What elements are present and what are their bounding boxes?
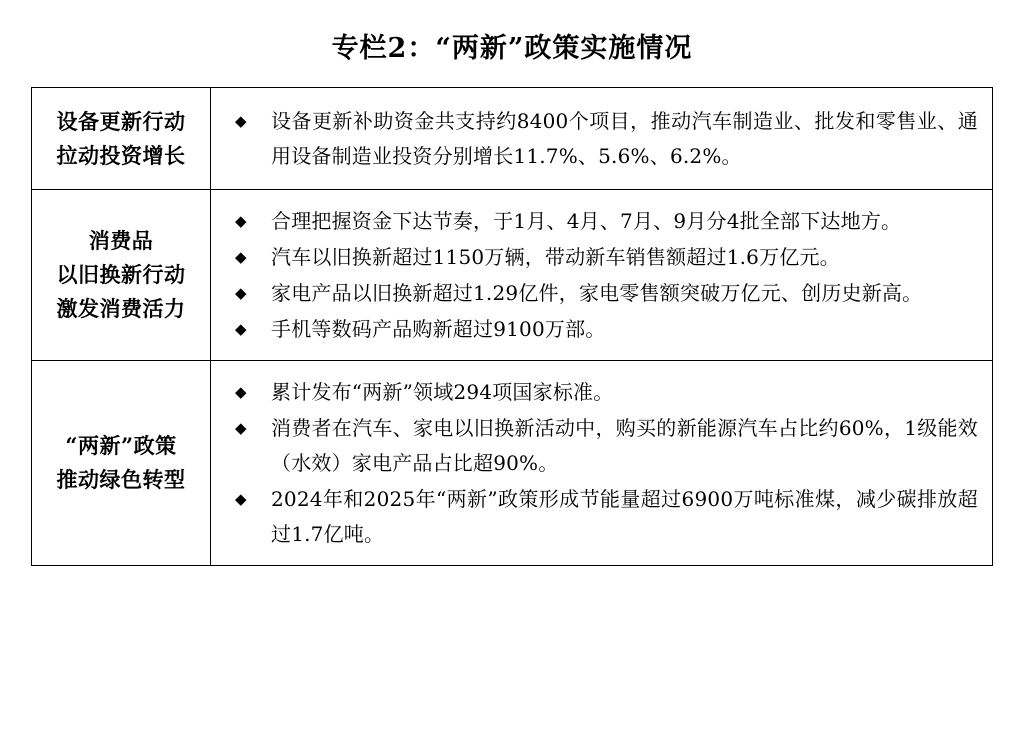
table-row <box>32 361 993 566</box>
policy-table <box>31 87 993 566</box>
list-item <box>217 411 978 481</box>
list-item-text: 累计发布“两新”领域294项国家标准。 <box>271 380 614 404</box>
list-item <box>217 276 978 311</box>
list-item-text: 汽车以旧换新超过1150万辆，带动新车销售额超过1.6万亿元。 <box>271 245 840 269</box>
list-item-text: 2024年和2025年“两新”政策形成节能量超过6900万吨标准煤，减少碳排放超过1.7亿吨。 <box>271 487 978 546</box>
row-label-line: 推动绿色转型 <box>56 467 186 492</box>
row-label-line: “两新”政策 <box>65 433 177 458</box>
list-item-text: 消费者在汽车、家电以旧换新活动中，购买的新能源汽车占比约60%，1级能效（水效）家电产品占比超90%。 <box>271 416 978 475</box>
row-content-cell <box>211 190 993 361</box>
list-item <box>217 482 978 552</box>
table-row <box>32 88 993 190</box>
row-label <box>32 415 210 511</box>
table-row <box>32 190 993 361</box>
bullet-list <box>217 104 978 174</box>
row-label <box>32 91 210 187</box>
diamond-bullet-icon: ◆ <box>235 490 247 508</box>
diamond-bullet-icon: ◆ <box>235 320 247 338</box>
row-label-line: 激发消费活力 <box>56 296 186 321</box>
bullet-list <box>217 375 978 552</box>
row-content-cell <box>211 88 993 190</box>
list-item-text: 合理把握资金下达节奏，于1月、4月、7月、9月分4批全部下达地方。 <box>271 209 902 233</box>
row-label <box>32 210 210 340</box>
row-label-line: 设备更新行动 <box>56 108 186 134</box>
list-item <box>217 204 978 239</box>
row-label-line: 拉动投资增长 <box>56 142 186 168</box>
row-label-cell <box>32 361 211 566</box>
diamond-bullet-icon: ◆ <box>235 112 247 130</box>
row-label-cell <box>32 88 211 190</box>
row-content-cell <box>211 361 993 566</box>
list-item <box>217 104 978 174</box>
diamond-bullet-icon: ◆ <box>235 212 247 230</box>
row-label-line: 以旧换新行动 <box>56 262 186 287</box>
list-item-text: 设备更新补助资金共支持约8400个项目，推动汽车制造业、批发和零售业、通用设备制造业投资分别增长11.7%、5.6%、6.2%。 <box>271 109 978 168</box>
row-label-cell <box>32 190 211 361</box>
page-title: 专栏2：“两新”政策实施情况 <box>331 33 693 64</box>
diamond-bullet-icon: ◆ <box>235 383 247 401</box>
bullet-list <box>217 204 978 347</box>
list-item-text: 家电产品以旧换新超过1.29亿件，家电零售额突破万亿元、创历史新高。 <box>271 281 923 305</box>
list-item <box>217 312 978 347</box>
row-label-line: 消费品 <box>88 228 154 253</box>
list-item <box>217 240 978 275</box>
diamond-bullet-icon: ◆ <box>235 419 247 437</box>
diamond-bullet-icon: ◆ <box>235 248 247 266</box>
diamond-bullet-icon: ◆ <box>235 284 247 302</box>
list-item-text: 手机等数码产品购新超过9100万部。 <box>271 317 606 341</box>
list-item <box>217 375 978 410</box>
